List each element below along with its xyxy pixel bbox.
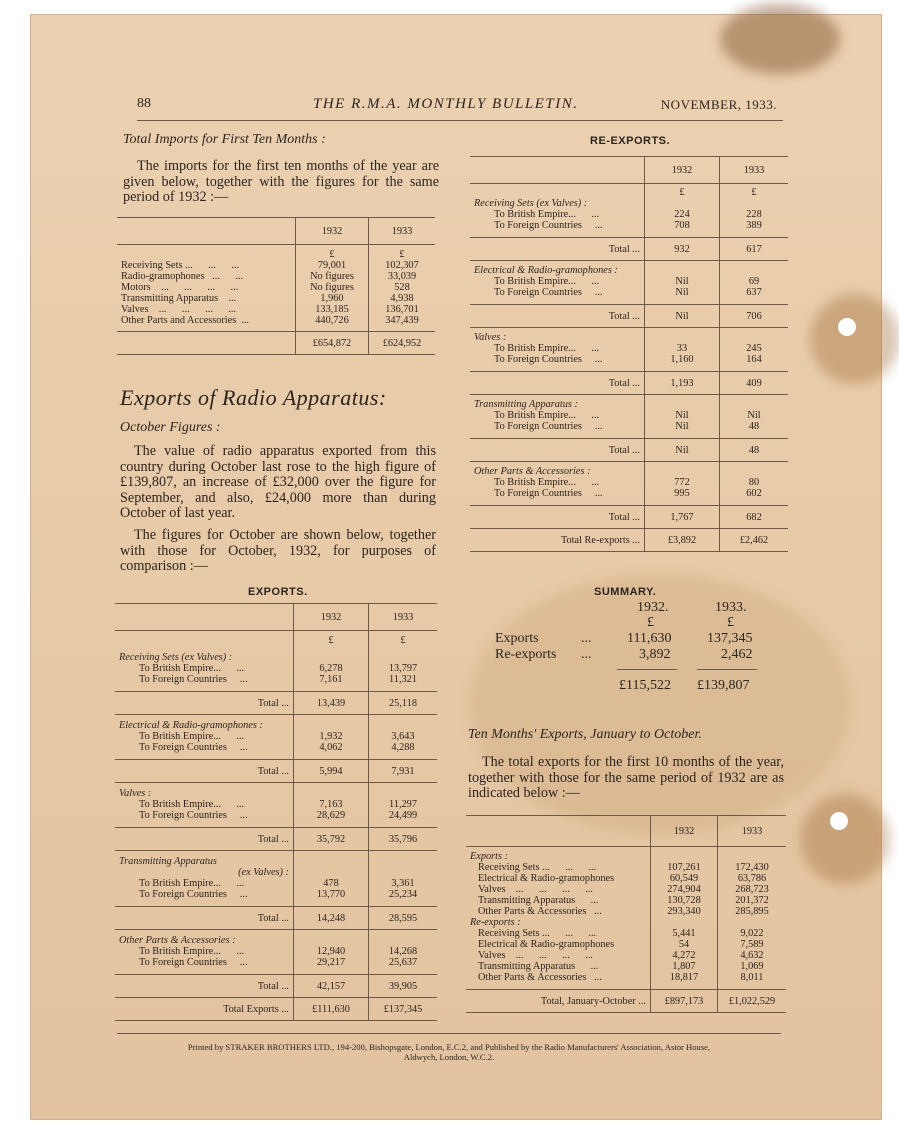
value-1932: Nil — [645, 276, 720, 287]
imports-table — [117, 217, 435, 355]
row-label: To British Empire... ... — [494, 410, 600, 421]
value-1932: 1,160 — [645, 354, 720, 372]
value-1932: 28,629 — [294, 810, 369, 828]
row-label: To British Empire... ... — [494, 477, 600, 488]
row-label: To British Empire... ... — [494, 343, 600, 354]
row-label: To Foreign Countries ... — [139, 674, 248, 685]
col-header-1932: 1932 — [645, 157, 720, 184]
col-header-1932: 1932 — [651, 816, 718, 847]
group-title: Valves : — [119, 788, 152, 799]
total-1932: 1,767 — [645, 506, 720, 529]
grand-total-row — [466, 990, 786, 1013]
edge-stain — [810, 294, 899, 384]
total-label: Total ... — [608, 310, 640, 322]
grand-total-1933: £137,345 — [369, 998, 438, 1021]
total-1932: 5,994 — [294, 760, 369, 783]
col-header-1933: 1933 — [720, 157, 789, 184]
value-1933: 164 — [720, 354, 789, 372]
row-label: Other Parts & Accessories ... — [478, 906, 602, 917]
value-1932: 995 — [645, 488, 720, 506]
value-1933: 602 — [720, 488, 789, 506]
row-label: To Foreign Countries ... — [139, 889, 248, 900]
summary-col-1933: 1933. — [715, 600, 747, 615]
group-subtitle: (ex Valves) : — [238, 867, 289, 878]
row-label: To Foreign Countries ... — [494, 421, 603, 432]
group-title: Other Parts & Accessories : — [474, 466, 591, 477]
value-1933: 245 — [720, 343, 789, 354]
total-1933: 35,796 — [369, 828, 438, 851]
value-1933: Nil — [720, 410, 789, 421]
table-row — [115, 731, 437, 742]
total-row — [115, 907, 437, 930]
table-row — [470, 287, 788, 305]
punch-hole — [830, 812, 848, 830]
value-1932: 13,770 — [294, 889, 369, 907]
summary-total-1933: £139,807 — [697, 678, 750, 693]
grand-total-1932: £3,892 — [645, 529, 720, 552]
grand-total-label: Total Re-exports ... — [560, 534, 640, 546]
row-label: To British Empire... ... — [139, 663, 245, 674]
currency-symbol: £ — [296, 245, 369, 261]
value-1932: Nil — [645, 287, 720, 305]
row-label: Transmitting Apparatus ... — [121, 293, 237, 304]
table-row — [115, 810, 437, 828]
value-1933: 172,430 — [718, 862, 787, 873]
grand-total-row — [115, 998, 437, 1021]
reexports-table — [470, 156, 788, 552]
summary-col-1932: 1932. — [637, 600, 669, 615]
row-label: To Foreign Countries ... — [494, 287, 603, 298]
total-1933: £624,952 — [369, 332, 436, 355]
value-1932: 18,817 — [651, 972, 718, 990]
row-label: To Foreign Countries ... — [494, 488, 603, 499]
value-1933: 4,632 — [718, 950, 787, 961]
total-row — [470, 238, 788, 261]
row-label: To Foreign Countries ... — [139, 810, 248, 821]
value-1932: 274,904 — [651, 884, 718, 895]
group-title: Electrical & Radio-gramophones : — [474, 265, 618, 276]
total-label: Total ... — [257, 980, 289, 992]
value-1933: 136,701 — [369, 304, 436, 315]
value-1932: 772 — [645, 477, 720, 488]
group-title: Electrical & Radio-gramophones : — [119, 720, 263, 731]
currency-symbol: £ — [647, 615, 654, 630]
value-1932: 130,728 — [651, 895, 718, 906]
bulletin-title: THE R.M.A. MONTHLY BULLETIN. — [313, 96, 579, 112]
total-row — [115, 828, 437, 851]
row-label: Receiving Sets ... ... ... — [121, 260, 240, 271]
value-1933: 228 — [720, 209, 789, 220]
table-row — [117, 260, 435, 271]
value-1932: 478 — [294, 878, 369, 889]
value-1933: 11,297 — [369, 799, 438, 810]
total-row — [470, 305, 788, 328]
ten-months-table — [466, 815, 786, 1013]
value-1932: Nil — [645, 421, 720, 439]
summary-rule — [617, 669, 677, 670]
table-row — [466, 862, 786, 873]
total-1932: 14,248 — [294, 907, 369, 930]
summary-label-exports: Exports — [495, 631, 539, 646]
row-label: Valves ... ... ... ... — [478, 884, 593, 895]
reexports-table-title: RE-EXPORTS. — [590, 135, 671, 147]
total-1933: 617 — [720, 238, 789, 261]
ten-months-paragraph: The total exports for the first 10 months of the year, together with those for the same period of 1932 are as indicated below :— — [468, 754, 784, 802]
row-label: To British Empire... ... — [139, 946, 245, 957]
imports-paragraph: The imports for the first ten months of the year are given below, together with the figures for the same period of 1932 :— — [123, 158, 439, 206]
table-row — [466, 873, 786, 884]
summary-dots: ... — [581, 647, 592, 662]
group-title: Valves : — [474, 332, 507, 343]
value-1932: 7,161 — [294, 674, 369, 692]
row-label: Transmitting Apparatus ... — [478, 961, 599, 972]
value-1932: 133,185 — [296, 304, 369, 315]
total-1933: 682 — [720, 506, 789, 529]
total-label: Total ... — [608, 511, 640, 523]
row-label: Electrical & Radio-gramophones — [478, 873, 615, 884]
row-label: To British Empire... ... — [494, 209, 600, 220]
row-label: To British Empire... ... — [494, 276, 600, 287]
total-1932: Nil — [645, 305, 720, 328]
row-label: To Foreign Countries ... — [494, 220, 603, 231]
col-header-1932: 1932 — [294, 604, 369, 631]
value-1932: No figures — [296, 271, 369, 282]
row-label: Electrical & Radio-gramophones — [478, 939, 615, 950]
total-1932: 932 — [645, 238, 720, 261]
total-1933: 7,931 — [369, 760, 438, 783]
value-1933: 33,039 — [369, 271, 436, 282]
issue-date: NOVEMBER, 1933. — [660, 97, 777, 112]
table-row — [117, 304, 435, 315]
table-row — [117, 293, 435, 304]
group-title: Receiving Sets (ex Valves) : — [474, 198, 588, 209]
page-number: 88 — [137, 96, 151, 111]
value-1932: 60,549 — [651, 873, 718, 884]
value-1933: 285,895 — [718, 906, 787, 917]
value-1933: 268,723 — [718, 884, 787, 895]
imports-heading: Total Imports for First Ten Months : — [123, 132, 326, 147]
value-1932: 6,278 — [294, 663, 369, 674]
grand-total-row — [470, 529, 788, 552]
ten-months-heading: Ten Months' Exports, January to October. — [468, 727, 702, 742]
value-1933: 4,288 — [369, 742, 438, 760]
row-label: Motors ... ... ... ... — [121, 282, 239, 293]
exports-paragraph-1: The value of radio apparatus exported from this country during October last rose to the high figure of £139,807, an increase of £32,000 over the figure for September, and also, £24,000 more than during October of last year. — [120, 443, 436, 522]
table-row — [470, 276, 788, 287]
total-label: Total ... — [608, 243, 640, 255]
table-row — [466, 884, 786, 895]
value-1933: 7,589 — [718, 939, 787, 950]
grand-total-label: Total Exports ... — [223, 1003, 289, 1015]
currency-symbol: £ — [720, 184, 789, 199]
table-row — [466, 939, 786, 950]
value-1933: 24,499 — [369, 810, 438, 828]
row-label: To Foreign Countries ... — [139, 957, 248, 968]
table-row — [470, 209, 788, 220]
table-row — [115, 742, 437, 760]
value-1932: No figures — [296, 282, 369, 293]
grand-total-1933: £1,022,529 — [718, 990, 787, 1013]
total-row — [470, 372, 788, 395]
value-1932: 224 — [645, 209, 720, 220]
value-1933: 80 — [720, 477, 789, 488]
group-title: Receiving Sets (ex Valves) : — [119, 652, 233, 663]
value-1933: 25,637 — [369, 957, 438, 975]
value-1933: 528 — [369, 282, 436, 293]
col-header-1932: 1932 — [296, 218, 369, 245]
table-row — [115, 663, 437, 674]
section-title: Exports : — [470, 851, 509, 862]
table-row — [466, 961, 786, 972]
group-title: Transmitting Apparatus — [119, 856, 217, 867]
summary-title: SUMMARY. — [594, 586, 657, 598]
total-row — [115, 975, 437, 998]
value-1933: 637 — [720, 287, 789, 305]
row-label: Other Parts & Accessories ... — [478, 972, 602, 983]
value-1933: 48 — [720, 421, 789, 439]
table-row — [466, 928, 786, 939]
value-1932: 5,441 — [651, 928, 718, 939]
summary-value-1933: 2,462 — [721, 647, 753, 662]
value-1933: 14,268 — [369, 946, 438, 957]
value-1933: 102,307 — [369, 260, 436, 271]
row-label: To Foreign Countries ... — [139, 742, 248, 753]
table-row — [115, 957, 437, 975]
grand-total-1932: £897,173 — [651, 990, 718, 1013]
value-1932: 54 — [651, 939, 718, 950]
total-1933: 409 — [720, 372, 789, 395]
col-header-1933: 1933 — [718, 816, 787, 847]
total-row — [115, 692, 437, 715]
total-1933: 28,595 — [369, 907, 438, 930]
value-1932: 12,940 — [294, 946, 369, 957]
row-label: To British Empire... ... — [139, 878, 245, 889]
value-1932: 7,163 — [294, 799, 369, 810]
row-label: Valves ... ... ... ... — [478, 950, 593, 961]
col-header-1933: 1933 — [369, 604, 438, 631]
table-row — [115, 946, 437, 957]
table-row — [466, 972, 786, 990]
table-row — [466, 906, 786, 917]
row-label: Valves ... ... ... ... — [121, 304, 236, 315]
summary-value-1932: 3,892 — [639, 647, 671, 662]
table-row — [117, 315, 435, 332]
total-label: Total ... — [257, 912, 289, 924]
value-1933: 63,786 — [718, 873, 787, 884]
table-row — [115, 674, 437, 692]
row-label: Transmitting Apparatus ... — [478, 895, 599, 906]
exports-table-title: EXPORTS. — [248, 586, 308, 598]
value-1932: 1,807 — [651, 961, 718, 972]
total-1932: 35,792 — [294, 828, 369, 851]
value-1932: 29,217 — [294, 957, 369, 975]
value-1933: 9,022 — [718, 928, 787, 939]
value-1932: Nil — [645, 410, 720, 421]
total-1933: 706 — [720, 305, 789, 328]
row-label: Radio-gramophones ... ... — [121, 271, 244, 282]
value-1933: 13,797 — [369, 663, 438, 674]
value-1932: 1,932 — [294, 731, 369, 742]
table-row — [115, 878, 437, 889]
exports-paragraph-2: The figures for October are shown below, together with those for October, 1932, for purposes of comparison :— — [120, 527, 436, 575]
summary-label-reexports: Re-exports — [495, 647, 557, 662]
exports-table — [115, 603, 437, 1021]
total-label: Total ... — [257, 765, 289, 777]
currency-symbol: £ — [294, 631, 369, 647]
value-1932: 708 — [645, 220, 720, 238]
table-row — [115, 799, 437, 810]
total-row — [470, 439, 788, 462]
total-1932: Nil — [645, 439, 720, 462]
grand-total-label: Total, January-October ... — [540, 995, 646, 1007]
currency-symbol: £ — [369, 631, 438, 647]
summary-dots: ... — [581, 631, 592, 646]
currency-symbol: £ — [645, 184, 720, 199]
value-1932: 440,726 — [296, 315, 369, 332]
summary-value-1932: 111,630 — [627, 631, 672, 646]
table-row — [115, 889, 437, 907]
value-1933: 3,643 — [369, 731, 438, 742]
page-header — [137, 96, 783, 121]
value-1933: 8,011 — [718, 972, 787, 990]
currency-symbol: £ — [369, 245, 436, 261]
october-subheading: October Figures : — [120, 420, 221, 435]
col-header-1933: 1933 — [369, 218, 436, 245]
value-1932: 4,062 — [294, 742, 369, 760]
total-row — [470, 506, 788, 529]
table-row — [466, 895, 786, 906]
printer-footer — [117, 1033, 781, 1062]
summary-rule — [697, 669, 757, 670]
value-1932: 107,261 — [651, 862, 718, 873]
table-row — [470, 354, 788, 372]
total-label: Total ... — [608, 377, 640, 389]
currency-symbol: £ — [727, 615, 734, 630]
value-1932: 1,960 — [296, 293, 369, 304]
summary-total-1932: £115,522 — [619, 678, 671, 693]
corner-stain — [720, 4, 840, 74]
table-row — [117, 282, 435, 293]
total-1932: 13,439 — [294, 692, 369, 715]
total-label: Total ... — [608, 444, 640, 456]
table-row — [470, 410, 788, 421]
total-1932: 42,157 — [294, 975, 369, 998]
value-1933: 3,361 — [369, 878, 438, 889]
value-1932: 33 — [645, 343, 720, 354]
value-1933: 25,234 — [369, 889, 438, 907]
value-1933: 347,439 — [369, 315, 436, 332]
total-1933: 25,118 — [369, 692, 438, 715]
value-1933: 4,938 — [369, 293, 436, 304]
table-row — [470, 488, 788, 506]
total-label: Total ... — [257, 833, 289, 845]
footer-line-2: Aldwych, London, W.C.2. — [403, 1052, 495, 1062]
row-label: To British Empire... ... — [139, 799, 245, 810]
value-1933: 389 — [720, 220, 789, 238]
total-1933: 48 — [720, 439, 789, 462]
value-1933: 1,069 — [718, 961, 787, 972]
table-row — [470, 477, 788, 488]
table-row — [117, 271, 435, 282]
row-label: To British Empire... ... — [139, 731, 245, 742]
group-title: Transmitting Apparatus : — [474, 399, 578, 410]
value-1933: 11,321 — [369, 674, 438, 692]
total-1933: 39,905 — [369, 975, 438, 998]
value-1932: 79,001 — [296, 260, 369, 271]
table-row — [470, 220, 788, 238]
footer-line-1: Printed by STRAKER BROTHERS LTD., 194-200, Bishopsgate, London, E.C.2, and Published by the Radio Manufacturers' Association, Astor House, — [187, 1042, 711, 1052]
summary-value-1933: 137,345 — [707, 631, 753, 646]
total-row — [115, 760, 437, 783]
row-label: Receiving Sets ... ... ... — [478, 928, 597, 939]
value-1933: 69 — [720, 276, 789, 287]
total-row — [117, 332, 435, 355]
section-title: Re-exports : — [470, 917, 521, 928]
grand-total-1932: £111,630 — [294, 998, 369, 1021]
table-row — [470, 421, 788, 439]
row-label: Other Parts and Accessories ... — [121, 315, 250, 326]
edge-stain — [800, 794, 890, 884]
group-title: Other Parts & Accessories : — [119, 935, 236, 946]
table-row — [470, 343, 788, 354]
row-label: Receiving Sets ... ... ... — [478, 862, 597, 873]
punch-hole — [838, 318, 856, 336]
value-1932: 293,340 — [651, 906, 718, 917]
value-1933: 201,372 — [718, 895, 787, 906]
total-1932: £654,872 — [296, 332, 369, 355]
grand-total-1933: £2,462 — [720, 529, 789, 552]
total-1932: 1,193 — [645, 372, 720, 395]
total-label: Total ... — [257, 697, 289, 709]
value-1932: 4,272 — [651, 950, 718, 961]
exports-heading: Exports of Radio Apparatus: — [120, 385, 387, 410]
row-label: To Foreign Countries ... — [494, 354, 603, 365]
table-row — [466, 950, 786, 961]
